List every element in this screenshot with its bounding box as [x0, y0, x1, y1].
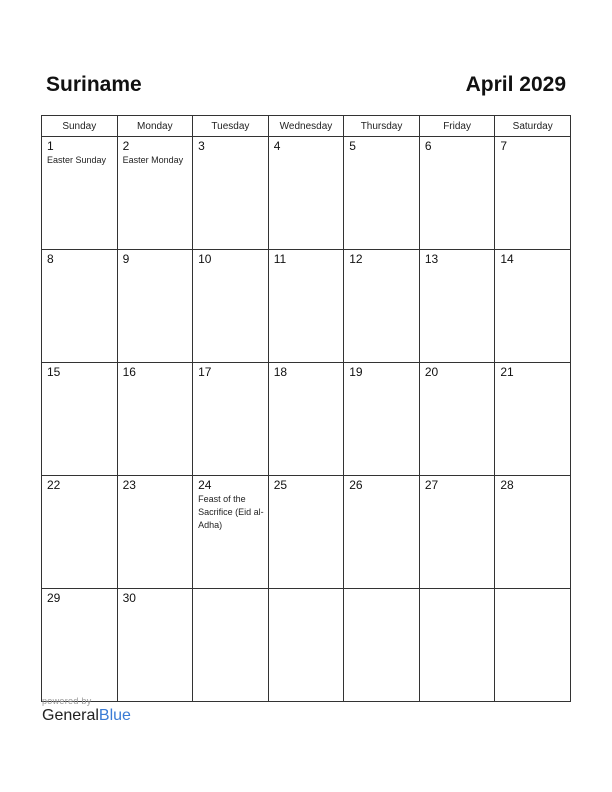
day-number: 2 [122, 139, 130, 153]
day-number: 8 [47, 252, 54, 266]
day-number: 5 [349, 139, 356, 153]
day-cell [419, 137, 495, 250]
day-number: 7 [500, 139, 508, 153]
day-number: 29 [47, 591, 61, 605]
weekday-header: Saturday [495, 116, 571, 137]
day-cell [495, 250, 571, 363]
day-cell [419, 363, 495, 476]
day-number: 16 [122, 365, 136, 379]
day-number: 26 [349, 478, 363, 492]
day-cell [344, 476, 420, 589]
day-number: 18 [273, 365, 288, 379]
week-row [42, 250, 571, 363]
weekday-header: Wednesday [268, 116, 344, 137]
day-number: 10 [198, 252, 212, 266]
week-row [42, 363, 571, 476]
holiday-label: Easter Sunday [47, 155, 107, 165]
day-cell [193, 476, 269, 589]
day-number: 23 [122, 478, 136, 492]
day-cell [117, 476, 193, 589]
day-number: 27 [424, 478, 439, 492]
day-number: 25 [273, 478, 288, 492]
day-cell [495, 589, 571, 702]
day-cell [117, 363, 193, 476]
day-number: 17 [198, 365, 212, 379]
generalblue-logo[interactable] [42, 707, 131, 725]
day-number: 1 [47, 139, 54, 153]
day-cell [42, 363, 118, 476]
footer [42, 696, 131, 725]
weekday-header: Sunday [42, 116, 118, 137]
weekday-header: Thursday [344, 116, 420, 137]
week-row [42, 589, 571, 702]
day-number: 28 [500, 478, 514, 492]
day-cell [495, 137, 571, 250]
day-number: 21 [500, 365, 514, 379]
day-cell [193, 589, 269, 702]
day-cell [419, 250, 495, 363]
day-number: 4 [273, 139, 281, 153]
week-row [42, 476, 571, 589]
day-cell [42, 137, 118, 250]
day-cell [42, 250, 118, 363]
day-number: 19 [349, 365, 363, 379]
calendar-header [46, 70, 566, 100]
day-cell [419, 589, 495, 702]
day-cell [344, 250, 420, 363]
day-cell [268, 589, 344, 702]
country-title: Suriname [46, 73, 142, 96]
weekday-header-row [42, 116, 571, 137]
day-number: 22 [47, 478, 61, 492]
calendar-grid [41, 115, 571, 702]
holiday-label: Easter Monday [122, 155, 184, 165]
day-cell [419, 476, 495, 589]
day-cell [344, 137, 420, 250]
day-cell [268, 476, 344, 589]
day-number: 20 [424, 365, 439, 379]
day-cell [344, 589, 420, 702]
day-number: 13 [424, 252, 439, 266]
day-cell [193, 363, 269, 476]
powered-by-text: powered by [42, 696, 92, 706]
brand-general-text: General [42, 707, 99, 724]
day-number: 24 [198, 478, 212, 492]
day-cell [268, 363, 344, 476]
day-number: 30 [122, 591, 136, 605]
day-cell [495, 476, 571, 589]
day-number: 9 [122, 252, 130, 266]
day-cell [344, 363, 420, 476]
day-number: 11 [273, 252, 287, 266]
day-number: 15 [47, 365, 61, 379]
week-row [42, 137, 571, 250]
day-number: 6 [424, 139, 432, 153]
day-cell [268, 250, 344, 363]
day-number: 3 [198, 139, 205, 153]
day-cell [117, 250, 193, 363]
weekday-header: Friday [419, 116, 495, 137]
weekday-header: Tuesday [193, 116, 269, 137]
holiday-label: Feast of the Sacrifice (Eid al-Adha) [198, 494, 264, 530]
day-cell [268, 137, 344, 250]
day-number: 14 [500, 252, 514, 266]
day-cell [193, 250, 269, 363]
month-title: April 2029 [465, 73, 566, 96]
day-cell [42, 476, 118, 589]
day-number: 12 [349, 252, 363, 266]
brand-blue-text: Blue [98, 707, 131, 724]
day-cell [117, 137, 193, 250]
weekday-header: Monday [117, 116, 193, 137]
day-cell [42, 589, 118, 702]
day-cell [193, 137, 269, 250]
day-cell [117, 589, 193, 702]
day-cell [495, 363, 571, 476]
